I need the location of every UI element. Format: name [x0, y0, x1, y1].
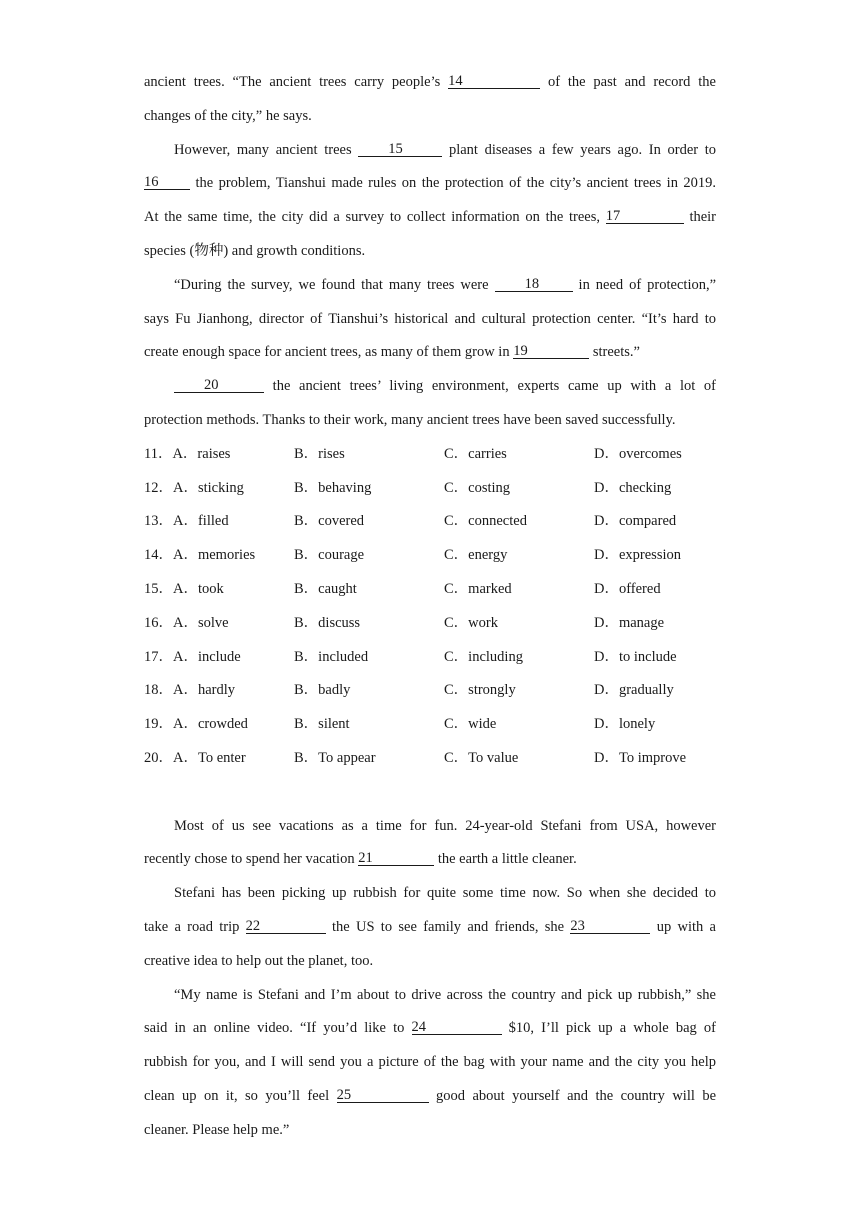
text: “During the survey, we found that many trees were — [174, 276, 489, 293]
option-d: D．to include — [594, 648, 677, 665]
option-a: 16．A．solve — [144, 614, 229, 631]
option-row-17 — [144, 641, 716, 675]
options-list — [144, 438, 716, 776]
text: Stefani has been picking up rubbish for quite some time now. So when she decided to — [174, 885, 716, 902]
option-b: B．badly — [294, 682, 351, 699]
option-b: B．rises — [294, 445, 345, 462]
option-row-18 — [144, 674, 716, 708]
blank-16: 16 — [144, 175, 190, 190]
option-b: B．caught — [294, 580, 357, 597]
option-d: D．checking — [594, 479, 672, 496]
option-row-14 — [144, 539, 716, 573]
option-a: 12．A．sticking — [144, 479, 244, 496]
option-c: C．wide — [444, 716, 497, 733]
text: recently chose to spend her vacation — [144, 851, 355, 868]
option-a: 18．A．hardly — [144, 682, 236, 699]
text-line — [144, 370, 716, 404]
text: the earth a little cleaner. — [437, 851, 577, 868]
option-c: C．energy — [444, 547, 508, 564]
text: clean up on it, so you’ll feel — [144, 1087, 330, 1104]
option-d: D．overcomes — [594, 445, 682, 462]
text: However, many ancient trees — [174, 141, 352, 158]
option-row-12 — [144, 472, 716, 506]
option-a: 19．A．crowded — [144, 716, 248, 733]
text-line — [144, 1114, 716, 1148]
text-line — [144, 843, 716, 877]
text: changes of the city,” he says. — [144, 107, 312, 124]
text-line — [144, 404, 716, 438]
option-a: 20．A．To enter — [144, 749, 246, 766]
text: cleaner. Please help me.” — [144, 1121, 290, 1138]
blank-24: 24 — [412, 1020, 502, 1035]
option-row-19 — [144, 708, 716, 742]
option-row-13 — [144, 505, 716, 539]
text-line — [144, 979, 716, 1013]
text-line — [144, 336, 716, 370]
option-row-15 — [144, 573, 716, 607]
text: rubbish for you, and I will send you a picture of the bag with your name and the city you help — [144, 1054, 716, 1071]
text: the ancient trees’ living environment, experts came up with a lot of — [272, 378, 716, 395]
option-b: B．silent — [294, 716, 350, 733]
document-page — [144, 66, 716, 1148]
option-d: D．offered — [594, 580, 661, 597]
text: ancient trees. “The ancient trees carry people’s — [144, 74, 441, 90]
blank-20: 20 — [174, 378, 264, 393]
text: At the same time, the city did a survey to collect information on the trees, — [144, 209, 600, 226]
text-line — [144, 167, 716, 201]
option-c: C．work — [444, 614, 498, 631]
text: species (物种) and growth conditions. — [144, 242, 366, 259]
text: the US to see family and friends, she — [331, 918, 565, 935]
blank-25: 25 — [337, 1088, 429, 1103]
option-b: B．behaving — [294, 479, 372, 496]
blank-17: 17 — [606, 209, 684, 224]
option-c: C．To value — [444, 749, 519, 766]
text-line — [144, 945, 716, 979]
section-gap — [144, 776, 716, 810]
text: create enough space for ancient trees, as many of them grow in — [144, 344, 510, 361]
option-c: C．connected — [444, 513, 527, 530]
option-c: C．including — [444, 648, 523, 665]
text-line — [144, 1080, 716, 1114]
option-c: C．strongly — [444, 682, 516, 699]
text-line — [144, 911, 716, 945]
text-line — [144, 201, 716, 235]
option-b: B．courage — [294, 547, 365, 564]
option-a: 11．A．raises — [144, 445, 231, 462]
text: the problem, Tianshui made rules on the protection of the city’s ancient trees in 2019. — [195, 175, 716, 192]
option-d: D．manage — [594, 614, 665, 631]
blank-19: 19 — [513, 344, 589, 359]
text-line — [144, 303, 716, 337]
option-d: D．lonely — [594, 716, 656, 733]
option-a: 14．A．memories — [144, 547, 256, 564]
text: in need of protection,” — [578, 276, 717, 293]
option-a: 17．A．include — [144, 648, 241, 665]
blank-22: 22 — [246, 919, 326, 934]
option-c: C．carries — [444, 445, 507, 462]
text: Most of us see vacations as a time for fun. 24-year-old Stefani from USA, however — [174, 817, 716, 834]
text-line — [144, 1046, 716, 1080]
text: “My name is Stefani and I’m about to drive across the country and pick up rubbish,” she — [174, 986, 716, 1003]
text: streets.” — [592, 344, 640, 361]
option-d: D．expression — [594, 547, 681, 564]
option-row-20 — [144, 742, 716, 776]
text: take a road trip — [144, 918, 240, 935]
blank-18: 18 — [495, 277, 573, 292]
option-d: D．gradually — [594, 682, 674, 699]
option-row-16 — [144, 607, 716, 641]
text: good about yourself and the country will be — [436, 1087, 717, 1104]
text-line — [144, 810, 716, 844]
option-c: C．costing — [444, 479, 511, 496]
text-line — [144, 877, 716, 911]
text-line — [144, 100, 716, 134]
option-b: B．To appear — [294, 749, 376, 766]
text: of the past and record the — [547, 74, 716, 90]
option-a: 15．A．took — [144, 580, 224, 597]
option-d: D．compared — [594, 513, 677, 530]
text: plant diseases a few years ago. In order to — [448, 141, 717, 158]
option-c: C．marked — [444, 580, 512, 597]
text-line — [144, 134, 716, 168]
option-d: D．To improve — [594, 749, 687, 766]
text: says Fu Jianhong, director of Tianshui’s historical and cultural protection center. “It’s hard to — [144, 310, 716, 327]
text: creative idea to help out the planet, too. — [144, 952, 374, 969]
option-a: 13．A．filled — [144, 513, 229, 530]
option-b: B．covered — [294, 513, 365, 530]
option-row-11 — [144, 438, 716, 472]
text: $10, I’ll pick up a whole bag of — [508, 1020, 717, 1037]
text: said in an online video. “If you’d like to — [144, 1020, 405, 1037]
text-line — [144, 269, 716, 303]
blank-23: 23 — [570, 919, 650, 934]
option-b: B．included — [294, 648, 369, 665]
text: up with a — [656, 918, 716, 935]
blank-14: 14 — [448, 74, 540, 89]
blank-15: 15 — [358, 142, 442, 157]
text-line — [144, 66, 716, 100]
text: protection methods. Thanks to their work, many ancient trees have been saved successfully. — [144, 411, 676, 428]
option-b: B．discuss — [294, 614, 361, 631]
text: their — [689, 209, 717, 226]
blank-21: 21 — [358, 851, 434, 866]
text-line — [144, 235, 716, 269]
text-line — [144, 1012, 716, 1046]
